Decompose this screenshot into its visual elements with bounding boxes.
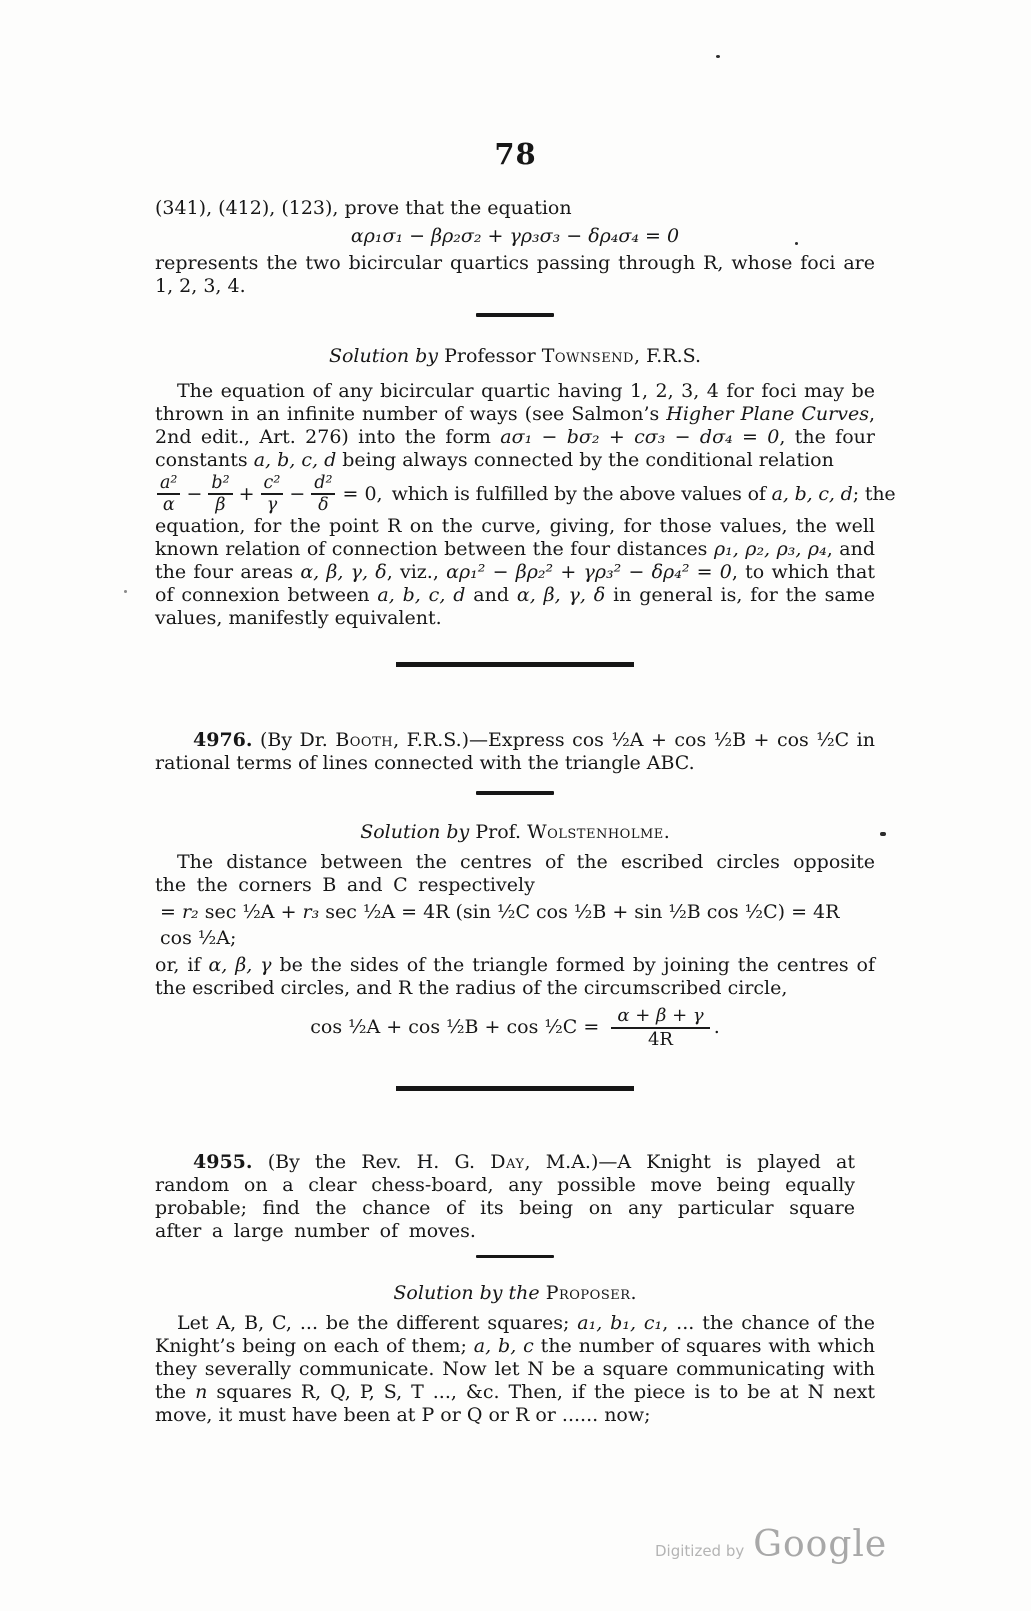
- fraction-numerator: c²: [261, 474, 284, 496]
- fraction-d2-delta: [311, 474, 335, 516]
- townsend-paragraph-2: equation, for the point R on the curve, giving, for those values, the well known relation of connection between the four distances ρ₁, ρ₂, ρ₃, ρ₄, and the four areas α, β, γ, δ, viz., αρ₁² − βρ₂² + γρ₃² − δρ₄² = 0, to which that of connexion between a, b, c, d and α, β, γ, δ in general is, for the same values, manifestly equivalent.: [155, 515, 876, 630]
- fraction-a2-alpha: [157, 474, 180, 516]
- continuation-display-equation: αρ₁σ₁ − βρ₂σ₂ + γρ₃σ₃ − δρ₄σ₄ = 0: [350, 225, 680, 247]
- fraction-numerator: α + β + γ: [611, 1006, 709, 1029]
- plus-operator: +: [238, 482, 255, 505]
- townsend-paragraph-1: The equation of any bicircular quartic having 1, 2, 3, 4 for foci may be thrown in an infinite number of ways (see Salmon’s Higher Plane Curves, 2nd edit., Art. 276) into the form aσ₁ − bσ₂ + cσ₃ − dσ₄ = 0, the four constants a, b, c, d being always connected by the conditional relation: [155, 379, 875, 471]
- continuation-tail: represents the two bicircular quartics passing through R, whose foci are 1, 2, 3, 4.: [155, 252, 875, 297]
- question-4976: 4976. (By Dr. Booth, F.R.S.)—Express cos ½A + cos ½B + cos ½C in rational terms of lines connected with the triangle ABC.: [155, 729, 875, 775]
- wolstenholme-equation-line: = r₂ sec ½A + r₃ sec ½A = 4R (sin ½C cos ½B + sin ½B cos ½C) = 4R cos ½A;: [160, 900, 840, 949]
- section-rule: [476, 313, 554, 317]
- townsend-solution-heading: Solution by Professor Townsend, F.R.S.: [328, 344, 702, 367]
- proposer-solution-heading: Solution by the Proposer.: [393, 1282, 637, 1305]
- section-rule: [476, 791, 554, 795]
- continuation-lead-line: (341), (412), (123), prove that the equation: [155, 197, 572, 219]
- minus-operator: −: [289, 482, 306, 505]
- page-content: [0, 197, 1031, 1427]
- fraction-numerator: d²: [311, 474, 335, 496]
- google-logo: Google: [753, 1524, 888, 1565]
- wolstenholme-paragraph-2: or, if α, β, γ be the sides of the triangle formed by joining the centres of the escribed circles, and R the radius of the circumscribed circle,: [155, 953, 875, 999]
- scan-speck: [795, 242, 798, 245]
- fraction-b2-beta: [208, 474, 232, 516]
- minus-operator: −: [186, 482, 203, 505]
- page-number: 78: [494, 137, 537, 171]
- section-rule: [476, 1255, 554, 1259]
- scan-speck: [880, 832, 886, 836]
- fraction-c2-gamma: [261, 474, 284, 516]
- wolstenholme-display-equation: [155, 1006, 875, 1050]
- watermark-prefix-text: Digitized by: [655, 1542, 745, 1560]
- fraction-numerator: a²: [157, 474, 180, 496]
- equals-zero: = 0,: [342, 482, 383, 505]
- question-separator-rule: [396, 1086, 634, 1091]
- fraction-sum-over-4R: [611, 1006, 709, 1050]
- equation-left-side: cos ½A + cos ½B + cos ½C =: [310, 1016, 600, 1039]
- proposer-paragraph: Let A, B, C, ... be the different squares; a₁, b₁, c₁, ... the chance of the Knight’s being on each of them; a, b, c the number of squares with which they severally communicate. Now let N be a square communicating with the n squares R, Q, P, S, T ..., &c. Then, if the piece is to be at N next move, it must have been at P or Q or R or ...... now;: [155, 1312, 876, 1427]
- question-separator-rule: [396, 662, 634, 667]
- fraction-denominator: γ: [266, 495, 278, 516]
- wolstenholme-solution-heading: Solution by Prof. Wolstenholme.: [360, 820, 670, 843]
- relation-tail-text: which is fulfilled by the above values of a, b, c, d; the: [391, 482, 896, 505]
- fraction-denominator: α: [162, 495, 175, 516]
- fraction-denominator: δ: [318, 495, 329, 516]
- question-4955: 4955. (By the Rev. H. G. Day, M.A.)—A Knight is played at random on a clear chess-board, any possible move being equally probable; find the chance of its being on any particular square after a large number of moves.: [155, 1150, 855, 1242]
- fraction-denominator: β: [215, 495, 226, 516]
- google-watermark: [655, 1524, 887, 1565]
- fraction-numerator: b²: [208, 474, 232, 496]
- wolstenholme-paragraph-1: The distance between the centres of the escribed circles opposite the the corners B and C respectively: [155, 850, 875, 896]
- scan-speck: [124, 590, 127, 593]
- scan-speck: [716, 55, 720, 58]
- townsend-relation-line: [155, 472, 896, 516]
- fraction-denominator: 4R: [647, 1029, 673, 1051]
- period: .: [713, 1016, 720, 1039]
